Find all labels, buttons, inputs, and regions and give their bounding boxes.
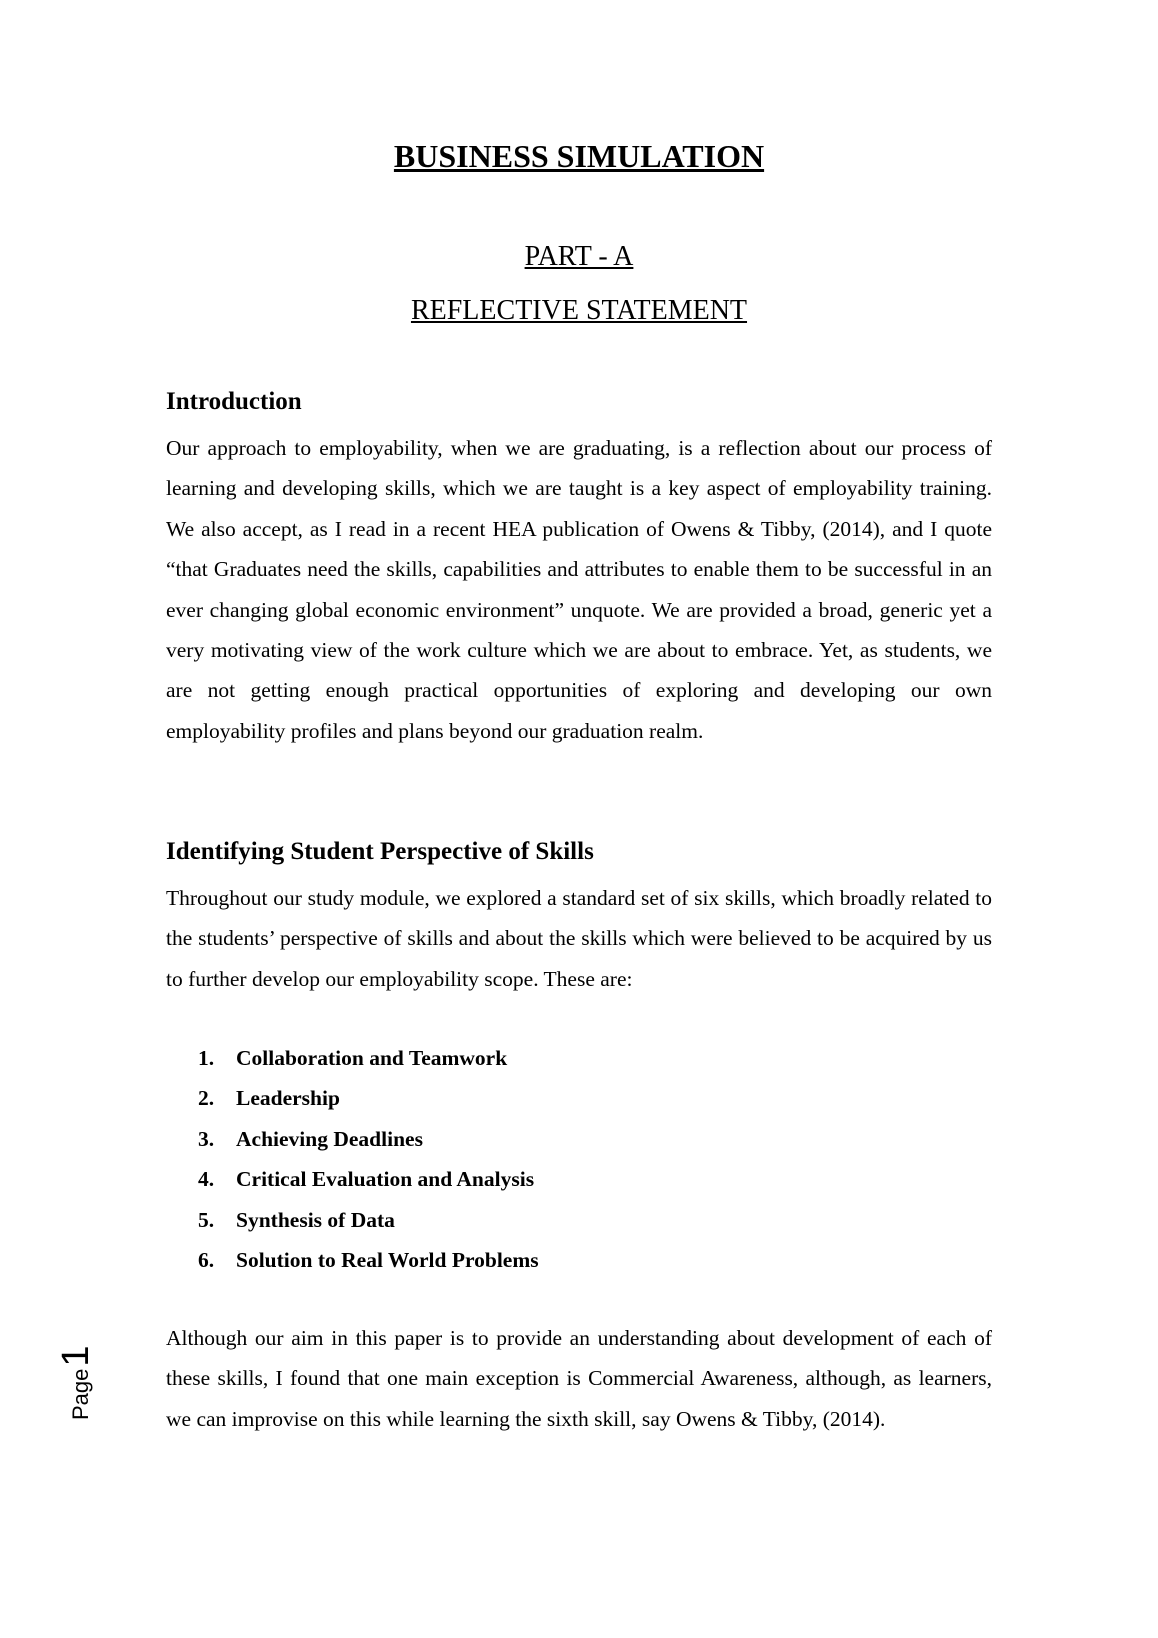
skills-paragraph: Throughout our study module, we explored a standard set of six skills, which broadly related to the students’ perspective of skills and about the skills which were believed to be acquired by us to further develop our employability scope. These are:: [166, 886, 992, 991]
list-item-number: 4.: [198, 1167, 215, 1192]
list-item-label: Leadership: [236, 1086, 340, 1111]
skills-heading: Identifying Student Perspective of Skills: [166, 838, 594, 865]
list-item-label: Critical Evaluation and Analysis: [236, 1167, 535, 1192]
introduction-heading: Introduction: [166, 388, 302, 415]
list-item: [198, 1078, 539, 1118]
list-item: [198, 1200, 539, 1240]
section-title: REFLECTIVE STATEMENT: [410, 295, 748, 326]
list-item-number: 6.: [198, 1248, 215, 1273]
introduction-paragraph: Our approach to employability, when we are graduating, is a reflection about our process of learning and developing skills, which we are taught is a key aspect of employability training. We also accept, as I read in a recent HEA publication of Owens & Tibby, (2014), and I quote “that Graduates need the skills, capabilities and attributes to enable them to be successful in an ever changing global economic environment” unquote. We are provided a broad, generic yet a very motivating view of the work culture which we are about to embrace. Yet, as students, we are not getting enough practical opportunities of exploring and developing our own employability profiles and plans beyond our graduation realm.: [166, 436, 992, 743]
list-item-number: 3.: [198, 1126, 215, 1151]
list-item: [198, 1038, 539, 1078]
document-title: BUSINESS SIMULATION: [393, 138, 765, 174]
page-label: Page: [68, 1368, 93, 1420]
list-item-label: Collaboration and Teamwork: [236, 1046, 508, 1070]
list-item-label: Synthesis of Data: [236, 1207, 395, 1232]
list-item-number: 5.: [198, 1207, 215, 1232]
list-item-number: 1.: [198, 1046, 215, 1070]
list-item-label: Solution to Real World Problems: [236, 1248, 539, 1273]
part-label: PART - A: [524, 241, 634, 272]
list-item-number: 2.: [198, 1086, 215, 1111]
page-number-footer: [55, 1300, 95, 1420]
page-number: 1: [55, 1345, 97, 1367]
list-item: [198, 1240, 539, 1280]
list-item: [198, 1119, 539, 1159]
list-item: [198, 1159, 539, 1199]
closing-paragraph: Although our aim in this paper is to provide an understanding about development of each of these skills, I found that one main exception is Commercial Awareness, although, as learners, we can improvise on this while learning the sixth skill, say Owens & Tibby, (2014).: [166, 1326, 992, 1431]
list-item-label: Achieving Deadlines: [236, 1126, 423, 1151]
skills-list: [198, 1038, 539, 1280]
